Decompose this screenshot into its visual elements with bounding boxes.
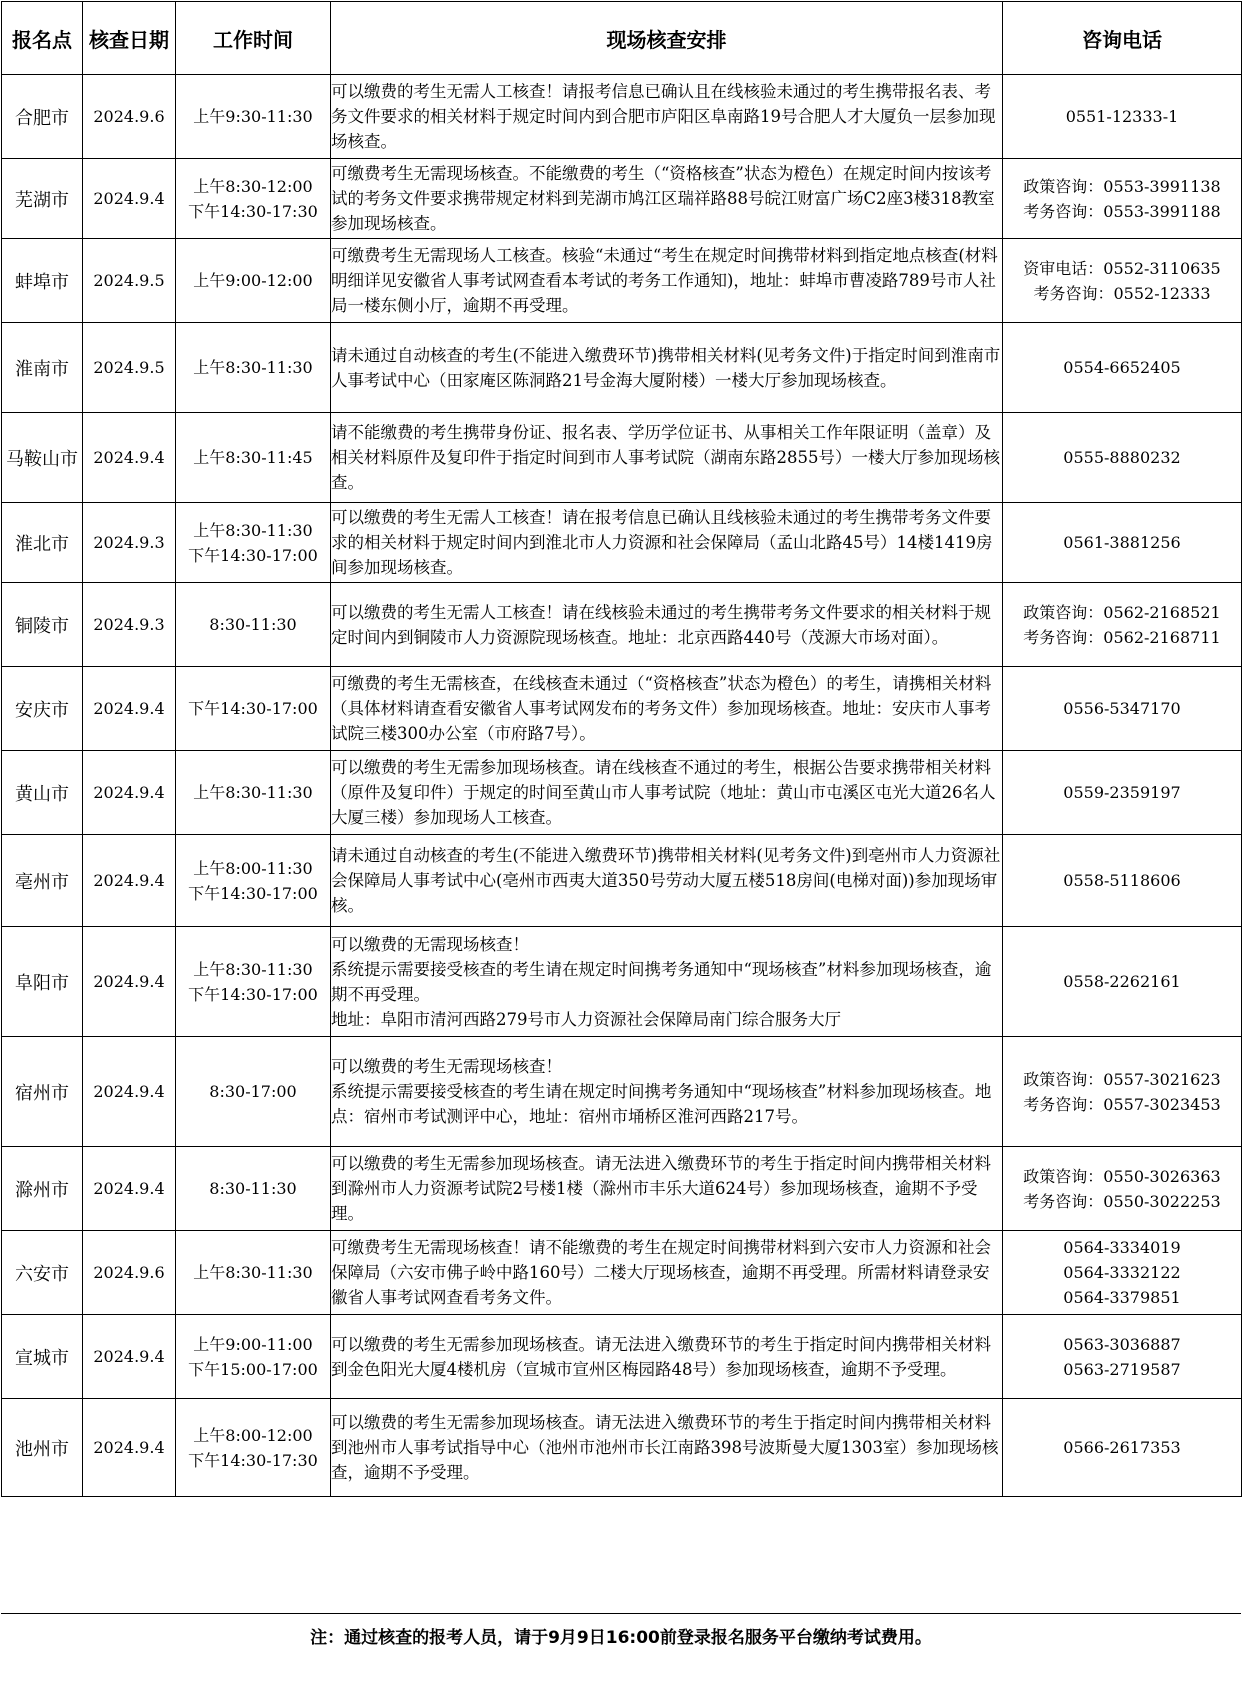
cell-phone-line: 0561-3881256: [1063, 533, 1181, 552]
cell-arrangement-line: 地址：阜阳市清河西路279号市人力资源社会保障局南门综合服务大厅: [331, 1009, 841, 1029]
cell-phone-line: 0564-3334019: [1063, 1238, 1181, 1257]
cell-time-line: 上午8:30-11:45: [193, 448, 313, 467]
cell-phone: [1003, 503, 1242, 583]
cell-time: [176, 667, 331, 751]
table-row: [2, 835, 1242, 927]
cell-arrangement-line: 可以缴费的考生无需人工核查！请在线核验未通过的考生携带考务文件要求的相关材料于规定时间内到铜陵市人力资源院现场核查。地址：北京西路440号（茂源大市场对面）。: [331, 602, 991, 647]
cell-time-line: 上午9:30-11:30: [193, 107, 313, 126]
cell-phone-line: 0556-5347170: [1063, 699, 1181, 718]
cell-date: 2024.9.4: [83, 667, 176, 751]
cell-phone: [1003, 1147, 1242, 1231]
table-row: [2, 1037, 1242, 1147]
table-row: [2, 159, 1242, 239]
table-row: [2, 1147, 1242, 1231]
cell-date: 2024.9.5: [83, 323, 176, 413]
cell-time-line: 下午14:30-17:00: [188, 545, 318, 565]
cell-time-line: 下午14:30-17:00: [188, 883, 318, 903]
cell-city: 芜湖市: [2, 159, 83, 239]
table-row: [2, 1399, 1242, 1497]
cell-arrangement: [331, 159, 1003, 239]
header-time: 工作时间: [176, 2, 331, 75]
cell-arrangement: [331, 583, 1003, 667]
cell-time-line: 上午8:30-11:30: [193, 959, 313, 979]
cell-time-line: 下午14:30-17:30: [188, 1450, 318, 1470]
cell-phone-line: 考务咨询：0557-3023453: [1023, 1094, 1221, 1114]
cell-arrangement: [331, 75, 1003, 159]
cell-city: 马鞍山市: [2, 413, 83, 503]
cell-arrangement: [331, 239, 1003, 323]
cell-time-line: 上午8:00-11:30: [193, 858, 313, 878]
cell-phone-line: 政策咨询：0553-3991138: [1023, 176, 1221, 196]
cell-time-line: 上午8:30-11:30: [193, 520, 313, 540]
cell-date: 2024.9.4: [83, 751, 176, 835]
cell-phone-line: 0558-5118606: [1063, 871, 1181, 890]
cell-city: 池州市: [2, 1399, 83, 1497]
cell-phone: [1003, 1231, 1242, 1315]
cell-arrangement: [331, 1037, 1003, 1147]
header-date: 核查日期: [83, 2, 176, 75]
cell-arrangement-line: 请不能缴费的考生携带身份证、报名表、学历学位证书、从事相关工作年限证明（盖章）及相关材料原件及复印件于指定时间到市人事考试院（湖南东路2855号）一楼大厅参加现场核查。: [331, 423, 1000, 492]
table-row: [2, 927, 1242, 1037]
cell-time-line: 上午8:30-11:30: [193, 358, 313, 377]
cell-time-line: 下午15:00-17:00: [188, 1359, 318, 1379]
cell-phone-line: 0551-12333-1: [1065, 107, 1179, 126]
cell-phone-line: 0555-8880232: [1063, 448, 1181, 467]
cell-phone-line: 0563-2719587: [1063, 1359, 1181, 1379]
cell-phone-line: 政策咨询：0557-3021623: [1023, 1069, 1221, 1089]
cell-arrangement-line: 可以缴费的考生无需参加现场核查。请无法进入缴费环节的考生于指定时间内携带相关材料到池州市人事考试指导中心（池州市池州市长江南路398号波斯曼大厦1303室）参加现场核查，逾期不予受理。: [331, 1413, 999, 1482]
cell-city: 滁州市: [2, 1147, 83, 1231]
cell-city: 阜阳市: [2, 927, 83, 1037]
cell-arrangement-line: 可以缴费的考生无需人工核查！请在报考信息已确认且线核验未通过的考生携带考务文件要求的相关材料于规定时间内到淮北市人力资源和社会保障局（孟山北路45号）14楼1419房间参加现场核查。: [331, 508, 993, 577]
cell-phone-line: 考务咨询：0553-3991188: [1023, 201, 1221, 221]
cell-arrangement-line: 可以缴费的无需现场核查！: [331, 934, 529, 954]
cell-time-line: 下午14:30-17:00: [188, 984, 318, 1004]
cell-city: 淮南市: [2, 323, 83, 413]
cell-time: [176, 1147, 331, 1231]
header-phone: 咨询电话: [1003, 2, 1242, 75]
cell-city: 蚌埠市: [2, 239, 83, 323]
cell-city: 合肥市: [2, 75, 83, 159]
cell-arrangement-line: 可缴费考生无需现场人工核查。核验“未通过“考生在规定时间携带材料到指定地点核查(材料明细详见安徽省人事考试网查看本考试的考务工作通知)，地址：蚌埠市曹凌路789号市人社局一楼东侧小厅，逾期不再受理。: [331, 246, 998, 315]
cell-arrangement-line: 可以缴费的考生无需参加现场核查。请无法进入缴费环节的考生于指定时间内携带相关材料到滁州市人力资源考试院2号楼1楼（滁州市丰乐大道624号）参加现场核查，逾期不予受理。: [331, 1154, 991, 1223]
cell-date: 2024.9.4: [83, 1037, 176, 1147]
cell-city: 安庆市: [2, 667, 83, 751]
cell-time-line: 上午8:00-12:00: [193, 1425, 313, 1445]
cell-phone-line: 考务咨询：0562-2168711: [1023, 627, 1221, 647]
cell-time-line: 下午14:30-17:00: [188, 699, 318, 718]
cell-date: 2024.9.4: [83, 835, 176, 927]
cell-arrangement-line: 可以缴费的考生无需参加现场核查。请无法进入缴费环节的考生于指定时间内携带相关材料到金色阳光大厦4楼机房（宣城市宣州区梅园路48号）参加现场核查，逾期不予受理。: [331, 1334, 991, 1379]
table-row: [2, 323, 1242, 413]
cell-date: 2024.9.4: [83, 1147, 176, 1231]
table-row: [2, 1231, 1242, 1315]
cell-arrangement: [331, 413, 1003, 503]
cell-arrangement-line: 可缴费考生无需现场核查。不能缴费的考生（“资格核查”状态为橙色）在规定时间内按该考试的考务文件要求携带规定材料到芜湖市鸠江区瑞祥路88号皖江财富广场C2座3楼318教室参加现场核查。: [331, 164, 995, 233]
table-row: [2, 667, 1242, 751]
cell-date: 2024.9.4: [83, 1399, 176, 1497]
header-row: [2, 2, 1242, 75]
cell-phone-line: 0558-2262161: [1063, 972, 1181, 991]
footer-note: 注：通过核查的报考人员，请于9月9日16:00前登录报名服务平台缴纳考试费用。: [1, 1613, 1241, 1683]
cell-time: [176, 927, 331, 1037]
cell-date: 2024.9.6: [83, 1231, 176, 1315]
cell-arrangement-line: 系统提示需要接受核查的考生请在规定时间携考务通知中“现场核查”材料参加现场核查。地点：宿州市考试测评中心，地址：宿州市埇桥区淮河西路217号。: [331, 1082, 992, 1126]
cell-phone-line: 政策咨询：0550-3026363: [1023, 1166, 1221, 1186]
cell-city: 亳州市: [2, 835, 83, 927]
cell-time: [176, 75, 331, 159]
cell-date: 2024.9.4: [83, 413, 176, 503]
cell-date: 2024.9.4: [83, 159, 176, 239]
cell-phone: [1003, 751, 1242, 835]
table-row: [2, 583, 1242, 667]
cell-phone: [1003, 583, 1242, 667]
cell-phone: [1003, 159, 1242, 239]
cell-time: [176, 159, 331, 239]
cell-arrangement-line: 请未通过自动核查的考生(不能进入缴费环节)携带相关材料(见考务文件)到亳州市人力资源社会保障局人事考试中心(亳州市西夷大道350号劳动大厦五楼518房间(电梯对面))参加现场审核。: [331, 846, 1001, 915]
cell-time-line: 上午9:00-11:00: [193, 1334, 313, 1354]
cell-time: [176, 503, 331, 583]
cell-time: [176, 751, 331, 835]
cell-time: [176, 413, 331, 503]
cell-arrangement: [331, 503, 1003, 583]
table-row: [2, 1315, 1242, 1399]
cell-date: 2024.9.5: [83, 239, 176, 323]
cell-phone-line: 0564-3332122: [1063, 1263, 1181, 1282]
cell-arrangement-line: 请未通过自动核查的考生(不能进入缴费环节)携带相关材料(见考务文件)于指定时间到淮南市人事考试中心（田家庵区陈洞路21号金海大厦附楼）一楼大厅参加现场核查。: [331, 345, 1001, 390]
cell-date: 2024.9.4: [83, 1315, 176, 1399]
cell-time: [176, 239, 331, 323]
cell-arrangement-line: 可以缴费的考生无需人工核查！请报考信息已确认且在线核验未通过的考生携带报名表、考务文件要求的相关材料于规定时间内到合肥市庐阳区阜南路19号合肥人才大厦负一层参加现场核查。: [331, 82, 996, 151]
cell-time-line: 上午8:30-11:30: [193, 1263, 313, 1282]
cell-phone: [1003, 323, 1242, 413]
cell-time: [176, 1037, 331, 1147]
cell-phone-line: 0563-3036887: [1063, 1334, 1181, 1354]
cell-time-line: 8:30-11:30: [209, 1179, 297, 1198]
cell-phone-line: 0554-6652405: [1063, 358, 1181, 377]
cell-arrangement-line: 可缴费考生无需现场核查！请不能缴费的考生在规定时间携带材料到六安市人力资源和社会保障局（六安市佛子岭中路160号）二楼大厅现场核查，逾期不再受理。所需材料请登录安徽省人事考试网查看考务文件。: [331, 1238, 991, 1307]
cell-phone-line: 0559-2359197: [1063, 783, 1181, 802]
cell-arrangement: [331, 323, 1003, 413]
cell-city: 六安市: [2, 1231, 83, 1315]
cell-time: [176, 323, 331, 413]
cell-phone: [1003, 1315, 1242, 1399]
cell-date: 2024.9.6: [83, 75, 176, 159]
cell-time: [176, 835, 331, 927]
cell-arrangement: [331, 667, 1003, 751]
cell-phone: [1003, 239, 1242, 323]
cell-arrangement: [331, 1315, 1003, 1399]
cell-arrangement: [331, 751, 1003, 835]
cell-time-line: 上午8:30-11:30: [193, 783, 313, 802]
table-row: [2, 413, 1242, 503]
cell-arrangement: [331, 927, 1003, 1037]
cell-arrangement: [331, 1399, 1003, 1497]
cell-time-line: 上午8:30-12:00: [193, 176, 313, 196]
cell-city: 宣城市: [2, 1315, 83, 1399]
verification-schedule-table: [1, 1, 1242, 1497]
cell-date: 2024.9.3: [83, 503, 176, 583]
cell-arrangement-line: 可以缴费的考生无需参加现场核查。请在线核查不通过的考生，根据公告要求携带相关材料（原件及复印件）于规定的时间至黄山市人事考试院（地址：黄山市屯溪区屯光大道26名人大厦三楼）参加现场人工核查。: [331, 758, 996, 827]
cell-phone: [1003, 413, 1242, 503]
cell-time: [176, 1315, 331, 1399]
cell-arrangement: [331, 835, 1003, 927]
header-city: 报名点: [2, 2, 83, 75]
cell-city: 黄山市: [2, 751, 83, 835]
cell-phone: [1003, 927, 1242, 1037]
table-row: [2, 239, 1242, 323]
table-row: [2, 503, 1242, 583]
cell-time: [176, 583, 331, 667]
cell-phone-line: 0564-3379851: [1063, 1288, 1181, 1307]
table-row: [2, 75, 1242, 159]
cell-time: [176, 1399, 331, 1497]
table-row: [2, 751, 1242, 835]
cell-phone-line: 政策咨询：0562-2168521: [1023, 602, 1221, 622]
cell-arrangement: [331, 1231, 1003, 1315]
cell-phone: [1003, 1037, 1242, 1147]
cell-arrangement-line: 可缴费的考生无需核查，在线核查未通过（“资格核查”状态为橙色）的考生，请携相关材料（具体材料请查看安徽省人事考试网发布的考务文件）参加现场核查。地址：安庆市人事考试院三楼300办公室（市府路7号）。: [331, 674, 992, 743]
cell-phone: [1003, 835, 1242, 927]
cell-date: 2024.9.4: [83, 927, 176, 1037]
cell-phone-line: 0566-2617353: [1063, 1438, 1181, 1457]
cell-city: 宿州市: [2, 1037, 83, 1147]
cell-phone-line: 资审电话：0552-3110635: [1023, 258, 1221, 278]
cell-arrangement-line: 系统提示需要接受核查的考生请在规定时间携考务通知中“现场核查”材料参加现场核查，逾期不再受理。: [331, 959, 992, 1004]
cell-date: 2024.9.3: [83, 583, 176, 667]
cell-phone: [1003, 75, 1242, 159]
cell-arrangement-line: 可以缴费的考生无需现场核查！: [331, 1057, 562, 1076]
cell-arrangement: [331, 1147, 1003, 1231]
cell-phone: [1003, 1399, 1242, 1497]
cell-phone: [1003, 667, 1242, 751]
cell-city: 铜陵市: [2, 583, 83, 667]
cell-phone-line: 考务咨询：0552-12333: [1033, 283, 1211, 303]
cell-phone-line: 考务咨询：0550-3022253: [1023, 1191, 1221, 1211]
cell-time-line: 上午9:00-12:00: [193, 271, 313, 290]
cell-time-line: 下午14:30-17:30: [188, 201, 318, 221]
cell-time-line: 8:30-11:30: [209, 615, 297, 634]
header-arrangement: 现场核查安排: [331, 2, 1003, 75]
cell-time: [176, 1231, 331, 1315]
cell-city: 淮北市: [2, 503, 83, 583]
cell-time-line: 8:30-17:00: [209, 1082, 297, 1101]
